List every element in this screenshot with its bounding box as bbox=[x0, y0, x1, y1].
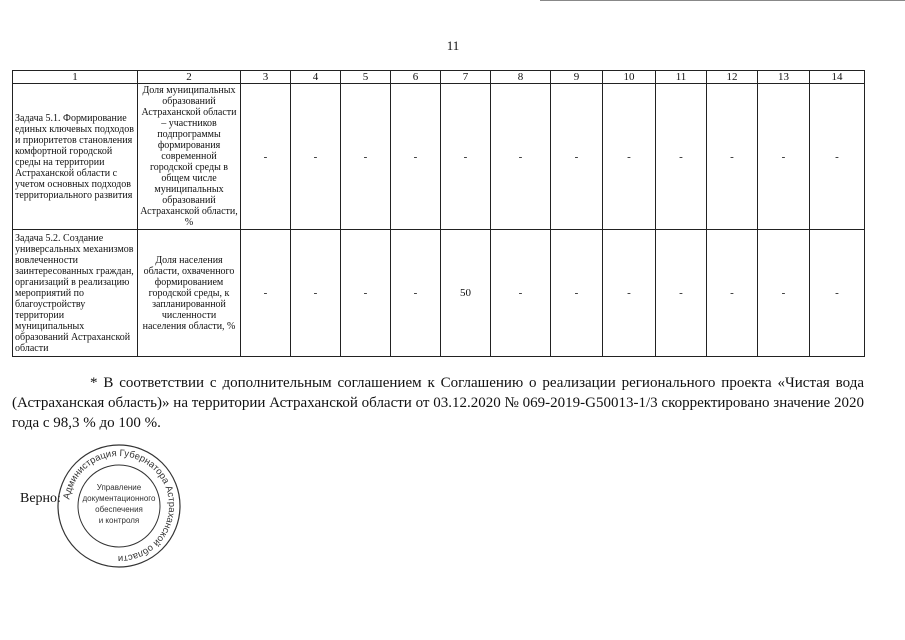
table-row bbox=[13, 230, 865, 357]
col-header: 14 bbox=[810, 71, 865, 84]
header-row bbox=[13, 71, 865, 84]
value-cell: - bbox=[551, 84, 603, 230]
value-cell: - bbox=[491, 84, 551, 230]
value-cell: - bbox=[603, 84, 656, 230]
value-cell: - bbox=[341, 84, 391, 230]
seal-line: обеспечения bbox=[95, 505, 143, 514]
value-cell: - bbox=[491, 230, 551, 357]
value-cell: - bbox=[810, 230, 865, 357]
value-cell: - bbox=[391, 230, 441, 357]
task-cell: Задача 5.2. Создание универсальных механизмов вовлеченности заинтересованных граждан, организаций в реализацию мероприятий по благоустройству территории муниципальных образований Астраханской области bbox=[13, 230, 138, 357]
col-header: 6 bbox=[391, 71, 441, 84]
col-header: 3 bbox=[241, 71, 291, 84]
indicators-table bbox=[12, 70, 865, 357]
value-cell: - bbox=[291, 84, 341, 230]
col-header: 5 bbox=[341, 71, 391, 84]
page-number: 11 bbox=[446, 38, 460, 53]
value-cell: - bbox=[341, 230, 391, 357]
value-cell: - bbox=[810, 84, 865, 230]
value-cell: - bbox=[441, 84, 491, 230]
table-row bbox=[13, 84, 865, 230]
col-header: 1 bbox=[13, 71, 138, 84]
value-cell: 50 bbox=[441, 230, 491, 357]
top-edge-line bbox=[540, 0, 905, 1]
seal-line: Управление bbox=[96, 483, 142, 492]
value-cell: - bbox=[656, 84, 707, 230]
value-cell: - bbox=[241, 230, 291, 357]
value-cell: - bbox=[291, 230, 341, 357]
col-header: 4 bbox=[291, 71, 341, 84]
seal-line: документационного bbox=[82, 494, 156, 503]
value-cell: - bbox=[656, 230, 707, 357]
seal-ring-text: Администрация Губернатора Астраханской области bbox=[61, 447, 178, 565]
col-header: 7 bbox=[441, 71, 491, 84]
col-header: 11 bbox=[656, 71, 707, 84]
value-cell: - bbox=[241, 84, 291, 230]
value-cell: - bbox=[758, 230, 810, 357]
value-cell: - bbox=[551, 230, 603, 357]
col-header: 10 bbox=[603, 71, 656, 84]
value-cell: - bbox=[391, 84, 441, 230]
task-cell: Задача 5.1. Формирование единых ключевых подходов и приоритетов становления комфортной городской среды на территории Астраханской области с учетом основных подходов территориального развития bbox=[13, 84, 138, 230]
col-header: 13 bbox=[758, 71, 810, 84]
col-header: 8 bbox=[491, 71, 551, 84]
verno-label: Верно: bbox=[20, 491, 61, 506]
col-header: 2 bbox=[138, 71, 241, 84]
value-cell: - bbox=[707, 84, 758, 230]
indicator-cell: Доля населения области, охваченного формированием городской среды, к запланированной численности населения области, % bbox=[138, 230, 241, 357]
col-header: 9 bbox=[551, 71, 603, 84]
col-header: 12 bbox=[707, 71, 758, 84]
value-cell: - bbox=[758, 84, 810, 230]
indicator-cell: Доля муниципальных образований Астраханской области – участников подпрограммы формирования современной городской среды в общем числе муниципальных образований Астраханской области, % bbox=[138, 84, 241, 230]
value-cell: - bbox=[707, 230, 758, 357]
value-cell: - bbox=[603, 230, 656, 357]
seal-line: и контроля bbox=[98, 516, 140, 525]
seal-stamp bbox=[56, 443, 182, 569]
footnote: * В соответствии с дополнительным соглашением к Соглашению о реализации регионального проекта «Чистая вода (Астраханская область)» на территории Астраханской области от 03.12.2020 № 069-2019-G50013-1/3 скорректировано значение 2020 года с 98,3 % до 100 %. bbox=[12, 375, 864, 431]
